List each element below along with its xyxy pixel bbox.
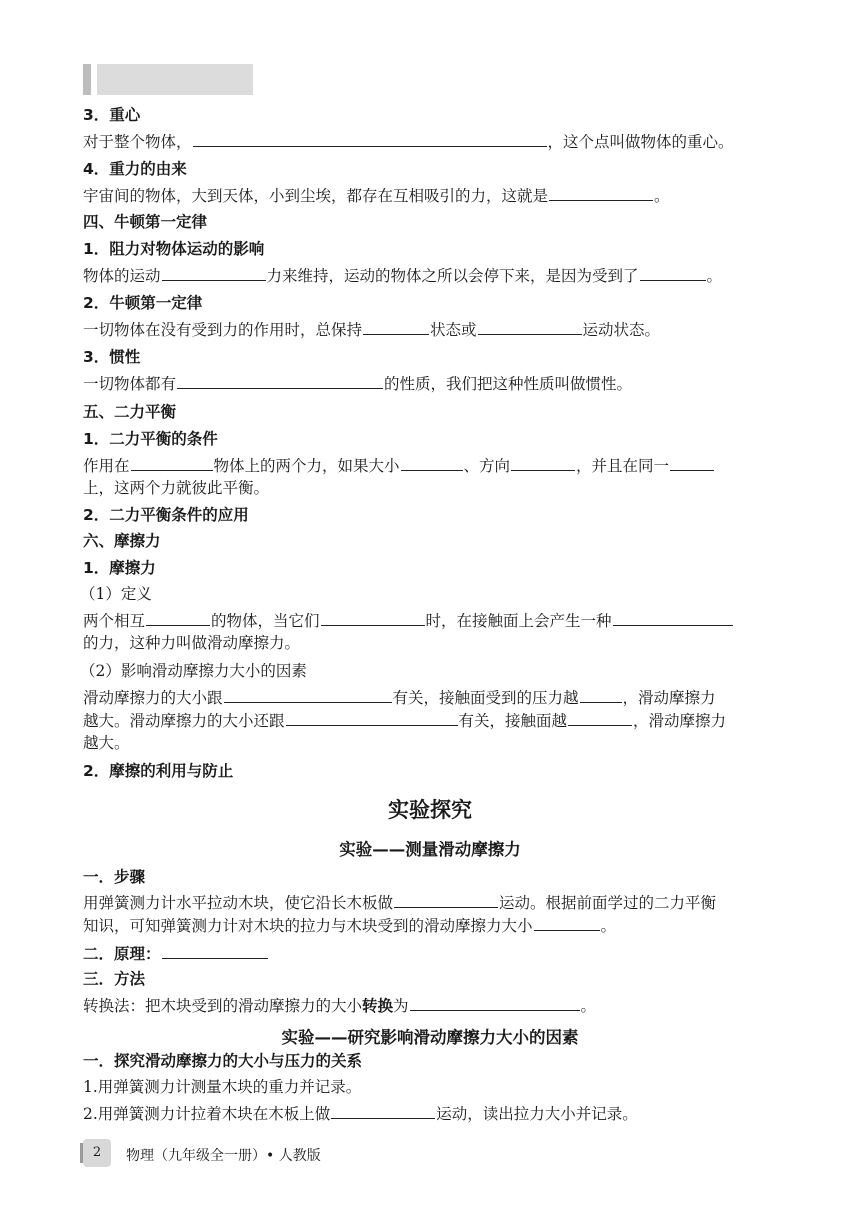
f1-sub1: （1）定义 — [80, 585, 152, 603]
s4-text: 宇宙间的物体，大到天体，小到尘埃，都存在互相吸引的力，这就是 。 — [83, 187, 670, 205]
experiment-2-title: 实验——研究影响滑动摩擦力大小的因素 — [281, 1028, 579, 1047]
fill-blank[interactable] — [193, 131, 547, 147]
f1-inf-line2: 越大。滑动摩擦力的大小还跟 有关，接触面越 ，滑动摩擦力 — [83, 712, 727, 730]
fill-blank[interactable] — [131, 455, 213, 471]
s3-title: 3．重心 — [83, 106, 141, 124]
s3-text: 对于整个物体， ，这个点叫做物体的重心。 — [83, 133, 734, 151]
experiment-section-title: 实验探究 — [388, 798, 472, 822]
page-number: 2 — [83, 1139, 111, 1167]
n1-text: 物体的运动 力来维持，运动的物体之所以会停下来，是因为受到了 。 — [83, 267, 723, 285]
n3-text: 一切物体都有 的性质，我们把这种性质叫做惯性。 — [83, 375, 633, 393]
fill-blank[interactable] — [613, 610, 733, 626]
e1-step-line1: 用弹簧测力计水平拉动木块，使它沿长木板做 运动。根据前面学过的二力平衡 — [83, 894, 717, 912]
f2-title: 2．摩擦的利用与防止 — [83, 762, 234, 780]
e1-method-text: 转换法：把木块受到的滑动摩擦力的大小转换为 。 — [83, 997, 597, 1015]
fill-blank[interactable] — [162, 265, 266, 281]
b1-title: 1．二力平衡的条件 — [83, 430, 218, 448]
fill-blank[interactable] — [363, 319, 429, 335]
header-accent — [83, 64, 91, 95]
b2-title: 2．二力平衡条件的应用 — [83, 506, 249, 524]
e2-step1: 1.用弹簧测力计测量木块的重力并记录。 — [83, 1078, 362, 1096]
fill-blank[interactable] — [401, 455, 463, 471]
book-title: 物理（九年级全一册）• 人教版 — [126, 1148, 321, 1164]
header-band — [97, 64, 253, 95]
e1-method-title: 三．方法 — [83, 970, 146, 988]
fill-blank[interactable] — [162, 943, 268, 959]
e1-step-title: 一．步骤 — [83, 868, 146, 886]
fill-blank[interactable] — [177, 373, 383, 389]
fill-blank[interactable] — [534, 915, 600, 931]
e1-principle: 二．原理： — [83, 943, 269, 964]
b1-text-line2: 上，这两个力就彼此平衡。 — [83, 479, 270, 497]
fill-blank[interactable] — [511, 455, 575, 471]
n3-title: 3．惯性 — [83, 348, 141, 366]
header-decoration — [83, 64, 253, 95]
section-6-title: 六、摩擦力 — [83, 532, 161, 550]
fill-blank[interactable] — [224, 687, 392, 703]
fill-blank[interactable] — [549, 185, 653, 201]
fill-blank[interactable] — [331, 1103, 435, 1119]
n1-title: 1．阻力对物体运动的影响 — [83, 240, 265, 258]
fill-blank[interactable] — [478, 319, 582, 335]
fill-blank[interactable] — [286, 710, 458, 726]
s4-title: 4．重力的由来 — [83, 160, 187, 178]
fill-blank[interactable] — [640, 265, 706, 281]
f1-title: 1．摩擦力 — [83, 559, 156, 577]
e1-step-line2: 知识，可知弹簧测力计对木块的拉力与木块受到的滑动摩擦力大小 。 — [83, 917, 617, 935]
fill-blank[interactable] — [321, 610, 425, 626]
n2-text: 一切物体在没有受到力的作用时，总保持 状态或 运动状态。 — [83, 321, 661, 339]
section-5-title: 五、二力平衡 — [83, 403, 177, 421]
f1-inf-line3: 越大。 — [83, 734, 130, 752]
fill-blank[interactable] — [580, 687, 622, 703]
fill-blank[interactable] — [410, 995, 580, 1011]
fill-blank[interactable] — [670, 455, 714, 471]
f1-sub2: （2）影响滑动摩擦力大小的因素 — [80, 662, 307, 680]
e2-step2: 2.用弹簧测力计拉着木块在木板上做 运动，读出拉力大小并记录。 — [83, 1105, 638, 1123]
fill-blank[interactable] — [568, 710, 632, 726]
f1-inf-line1: 滑动摩擦力的大小跟 有关，接触面受到的压力越 ，滑动摩擦力 — [83, 689, 716, 707]
f1-def-line2: 的力，这种力叫做滑动摩擦力。 — [83, 634, 301, 652]
f1-def-line1: 两个相互 的物体，当它们 时，在接触面上会产生一种 — [83, 610, 734, 631]
e2-part1-title: 一．探究滑动摩擦力的大小与压力的关系 — [83, 1052, 363, 1070]
fill-blank[interactable] — [146, 610, 210, 626]
section-4-title: 四、牛顿第一定律 — [83, 213, 208, 231]
n2-title: 2．牛顿第一定律 — [83, 294, 203, 312]
fill-blank[interactable] — [394, 892, 498, 908]
experiment-1-title: 实验——测量滑动摩擦力 — [339, 840, 521, 859]
b1-text-line1: 作用在 物体上的两个力，如果大小 、方向 ，并且在同一 — [83, 455, 715, 476]
